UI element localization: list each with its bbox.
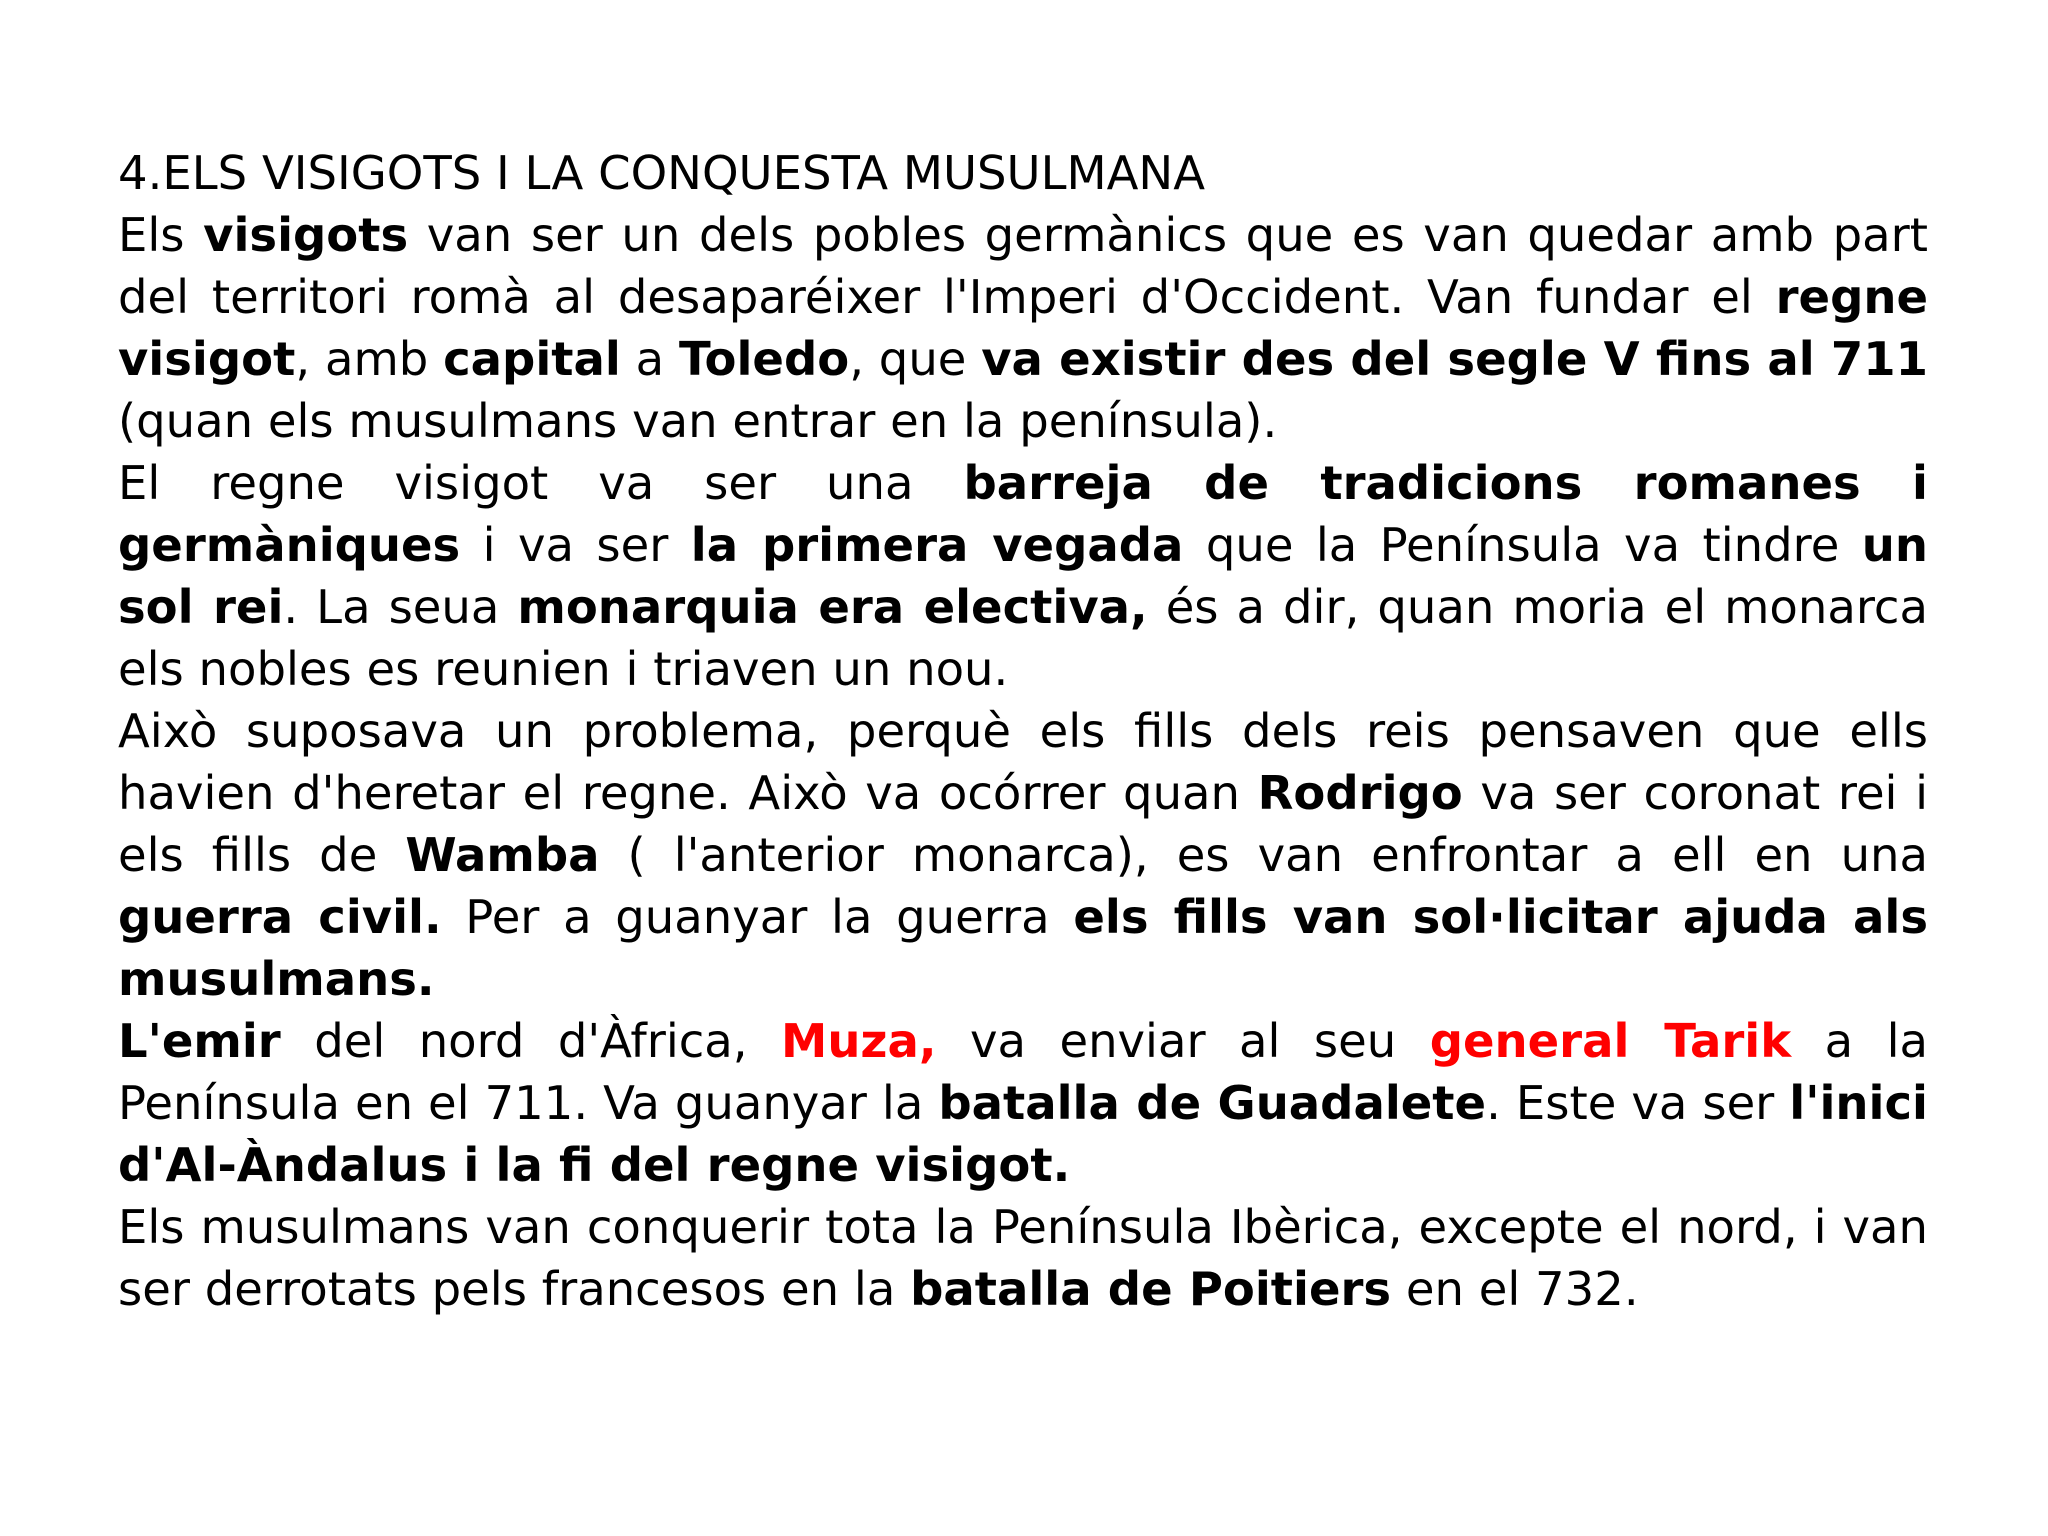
text-run: ( l'anterior monarca), es van enfrontar a ell en una <box>599 828 1929 882</box>
bold-term: els fills van sol·licitar ajuda als musulmans. <box>118 890 1928 1006</box>
text-run: El regne visigot va ser una <box>118 456 964 510</box>
text-run: , que <box>849 332 982 386</box>
bold-term: va existir des del segle V fins al 711 <box>981 332 1928 386</box>
text-run: que la Península va tindre <box>1183 518 1862 572</box>
paragraph-muslim-arrival <box>118 1010 1928 1196</box>
bold-term: Wamba <box>405 828 600 882</box>
bold-term: visigots <box>203 208 409 262</box>
text-run: va ser coronat rei i els fills de <box>118 766 1928 882</box>
bold-term: Toledo <box>678 332 850 386</box>
text-run: del nord d'Àfrica, <box>280 1014 782 1068</box>
text-run: i va ser <box>460 518 691 572</box>
paragraph-muslim-conquest <box>118 1196 1928 1320</box>
bold-term: Rodrigo <box>1257 766 1463 820</box>
bold-term: L'emir <box>118 1014 281 1068</box>
text-run: Això suposava un problema, perquè els fills dels reis pensaven que ells havien d'heretar el regne. Això va ocórrer quan <box>118 704 1928 820</box>
highlighted-term: Muza, <box>781 1014 937 1068</box>
bold-term: guerra civil. <box>118 890 442 944</box>
bold-term: la primera vegada <box>690 518 1184 572</box>
text-run: van ser un dels pobles germànics que es van quedar amb part del territori romà al desaparéixer l'Imperi d'Occident. Van fundar el <box>118 208 1929 324</box>
text-run: a <box>620 332 679 386</box>
text-run: va enviar al seu <box>936 1014 1430 1068</box>
text-run: . La seua <box>283 580 518 634</box>
paragraph-civil-war <box>118 700 1928 1010</box>
paragraph-visigothic-kingdom <box>118 452 1928 700</box>
text-run: . Este va ser <box>1486 1076 1790 1130</box>
bold-term: batalla de Poitiers <box>910 1262 1392 1316</box>
bold-term: regne visigot <box>118 270 1928 386</box>
text-run: Per a guanyar la guerra <box>441 890 1074 944</box>
text-run: és a dir, quan moria el monarca els nobles es reunien i triaven un nou. <box>118 580 1928 696</box>
text-run: (quan els musulmans van entrar en la península). <box>118 394 1278 448</box>
bold-term: barreja de tradicions romanes i germàniques <box>118 456 1928 572</box>
paragraph-visigoths-intro <box>118 204 1928 452</box>
document-page <box>118 142 1928 1320</box>
text-run: Els <box>118 208 204 262</box>
bold-term: l'inici d'Al-Àndalus i la fi del regne visigot. <box>118 1076 1928 1192</box>
text-run: a la Península en el 711. Va guanyar la <box>118 1014 1928 1130</box>
text-run: Els musulmans van conquerir tota la Península Ibèrica, excepte el nord, i van ser derrotats pels francesos en la <box>118 1200 1928 1316</box>
bold-term: capital <box>443 332 621 386</box>
text-run: , amb <box>295 332 444 386</box>
text-run: en el 732. <box>1391 1262 1639 1316</box>
bold-term: batalla de Guadalete <box>938 1076 1487 1130</box>
bold-term: monarquia era electiva, <box>517 580 1148 634</box>
highlighted-term: general Tarik <box>1429 1014 1792 1068</box>
bold-term: un sol rei <box>118 518 1928 634</box>
section-title: 4.ELS VISIGOTS I LA CONQUESTA MUSULMANA <box>118 146 1206 200</box>
